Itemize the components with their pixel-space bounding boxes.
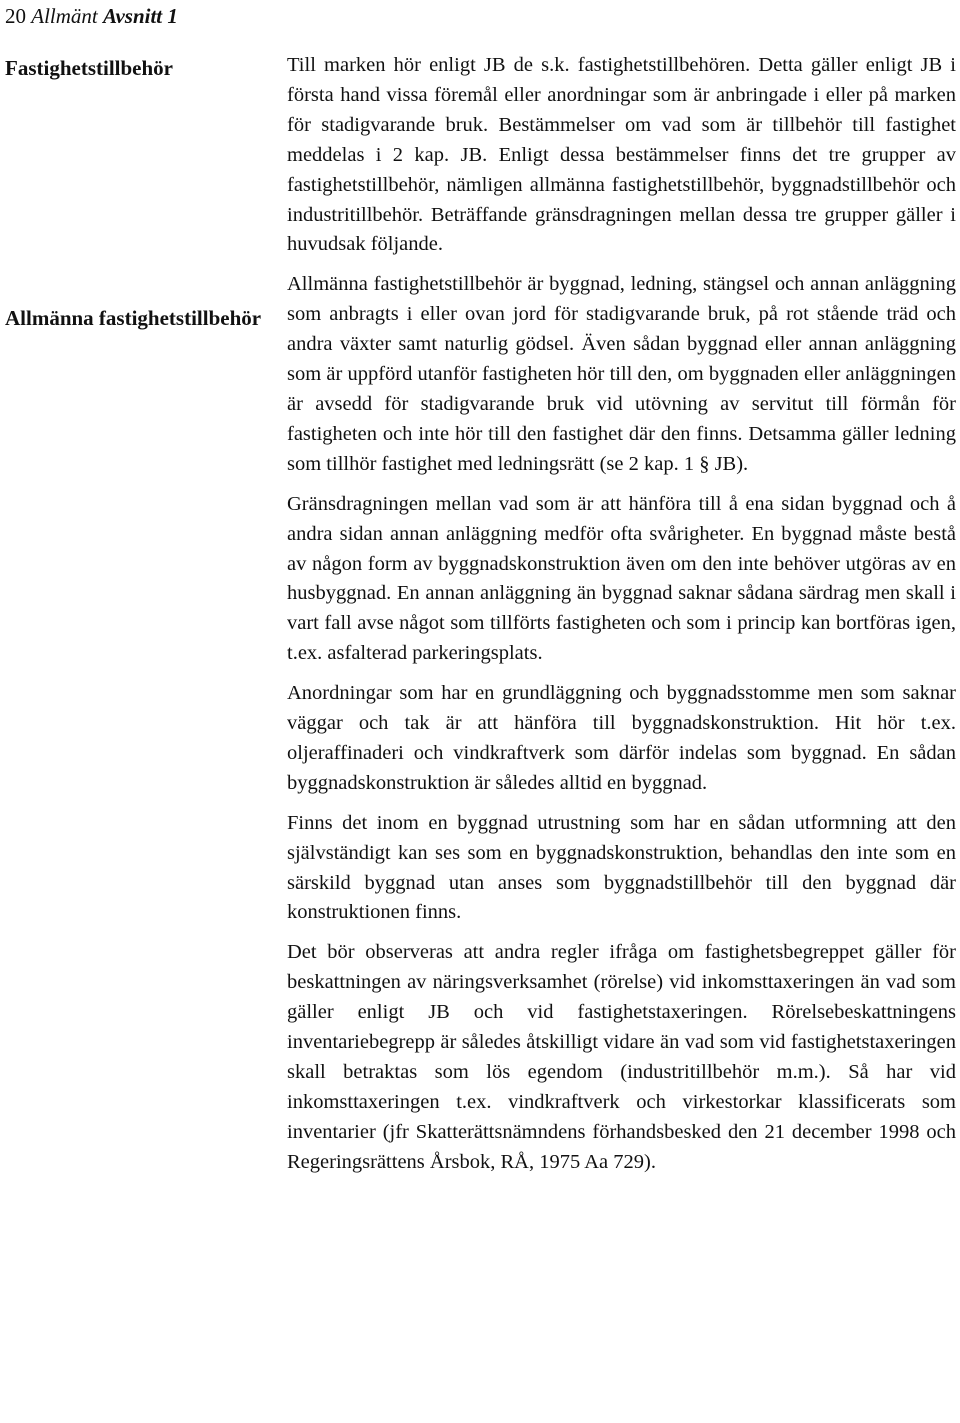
section-title: Avsnitt 1 (103, 4, 178, 28)
margin-heading-allmanna-fastighetstillbehor: Allmänna fastighetstillbehör (5, 306, 262, 330)
page-number: 20 (5, 4, 26, 28)
paragraph-gransdragning: Gränsdragningen mellan vad som är att hänföra till å ena sidan byggnad och å andra sidan annan anläggning medför ofta svårigheter. En byggnad måste bestå av någon form av byggnadskonstruktion även om den inte behöver utgöras av en husbyggnad. En annan anläggning än byggnad saknar sådana särdrag men skall i vart fall avse något som tillförts fastigheten och som i princip kan bortföras igen, t.ex. asfalterad parkeringsplats. (287, 492, 956, 665)
margin-heading-fastighetstillbehor: Fastighetstillbehör (5, 56, 173, 80)
body-text-column (287, 51, 956, 1188)
paragraph-anordningar: Anordningar som har en grundläggning och byggnadsstomme men som saknar väggar och tak är att hänföra till byggnadskonstruktion. Hit hör t.ex. oljeraffinaderi och vindkraftverk som därför indelas som byggnad. En sådan byggnadskonstruktion är således alltid en byggnad. (287, 682, 956, 794)
paragraph-intro: Till marken hör enligt JB de s.k. fastighetstillbehören. Detta gäller enligt JB i första hand vissa föremål eller anordningar som är anbringade i eller på marken för stadigvarande bruk. Bestämmelser om vad som är tillbehör till fastighet meddelas i 2 kap. JB. Enligt dessa bestämmelser finns det tre grupper av fastighetstillbehör, nämligen allmänna fastighetstillbehör, byggnadstillbehör och industritillbehör. Beträffande gränsdragningen mellan dessa tre grupper gäller i huvudsak följande. (287, 54, 956, 256)
running-header (5, 4, 178, 28)
paragraph-beskattning: Det bör observeras att andra regler ifråga om fastighetsbegreppet gäller för beskattningen av näringsverksamhet (rörelse) vid inkomsttaxeringen än vad som gäller enligt JB och vid fastighetstaxeringen. Rörelsebeskattningens inventariebegrepp är således åtskilligt vidare än vad som vid fastighetstaxeringen skall betraktas som lös egendom (industritillbehör m.m.). Så har vid inkomsttaxeringen t.ex. vindkraftverk och virkestorkar klassificerats som inventarier (jfr Skatterättsnämndens förhandsbesked den 21 december 1998 och Regeringsrättens Årsbok, RÅ, 1975 Aa 729). (287, 941, 956, 1173)
part-title: Allmänt (31, 4, 98, 28)
paragraph-allmanna: Allmänna fastighetstillbehör är byggnad, ledning, stängsel och annan anläggning som anbragts i eller ovan jord för stadigvarande bruk, på rot stående träd och andra växter samt naturlig gödsel. Även sådan byggnad eller annan anläggning som är uppförd utanför fastigheten hör till den, om byggnaden eller anläggningen är avsedd för stadigvarande bruk vid utövning av servitut till förmån för fastigheten och inte hör till den fastighet där den finns. Detsamma gäller ledning som tillhör fastighet med ledningsrätt (se 2 kap. 1 § JB). (287, 273, 956, 475)
paragraph-utrustning: Finns det inom en byggnad utrustning som har en sådan utformning att den självständigt kan ses som en byggnadskonstruktion, behandlas den inte som en särskild byggnad utan anses som byggnadstillbehör till den byggnad där konstruktionen finns. (287, 811, 956, 924)
